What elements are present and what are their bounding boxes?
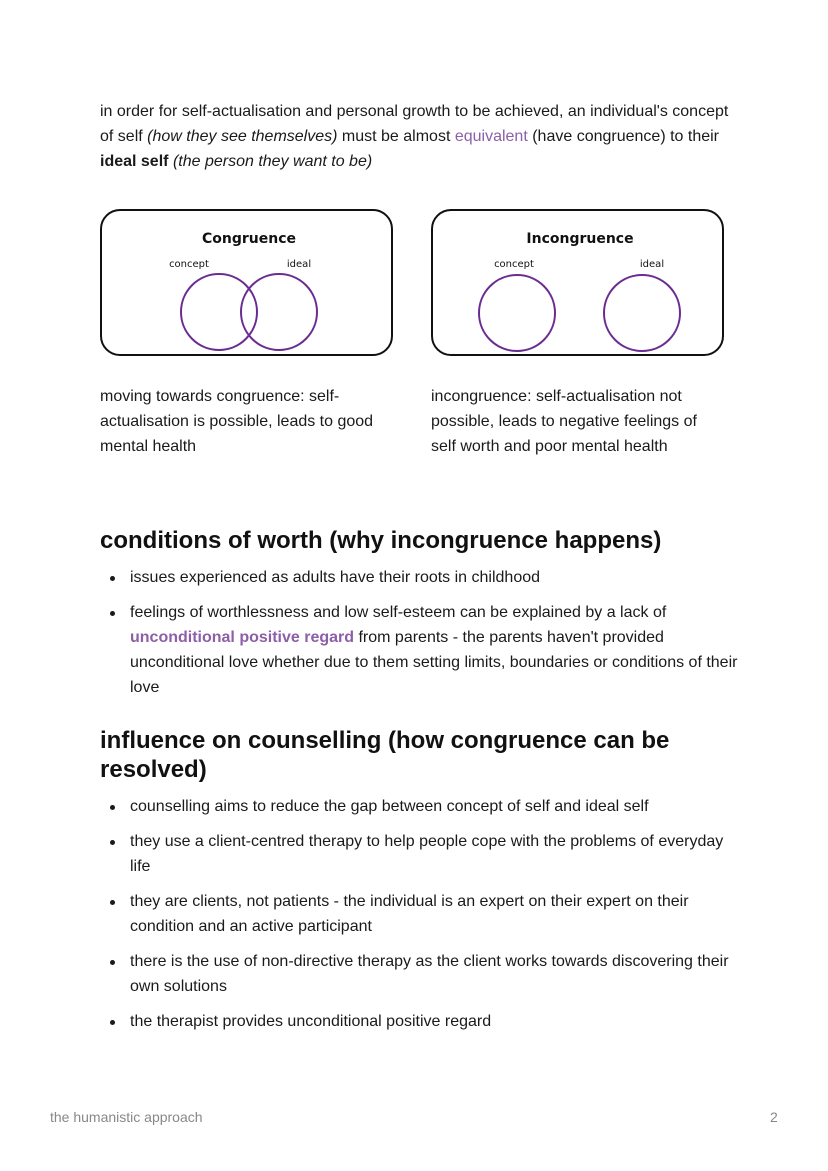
intro-text: must be almost [337, 128, 455, 145]
congruence-diagram-svg [102, 211, 395, 358]
incongruence-caption: incongruence: self-actualisation not possible, leads to negative feelings of self worth and poor mental health [431, 388, 697, 455]
list-item-text: they are clients, not patients - the individual is an expert on their expert on their condition and an active participant [130, 893, 689, 935]
list-item-text: feelings of worthlessness and low self-esteem can be explained by a lack of [130, 604, 667, 621]
congruence-title: Congruence [201, 231, 297, 247]
bullet-dot [110, 576, 115, 581]
congruence-label-concept: concept [169, 259, 209, 270]
list-item-text: issues experienced as adults have their roots in childhood [130, 569, 541, 586]
highlight-unconditional-positive-regard: unconditional positive regard [130, 629, 355, 646]
congruence-diagram [100, 209, 393, 356]
bullet-dot [110, 805, 115, 810]
congruence-concept-circle [181, 274, 257, 350]
congruence-caption: moving towards congruence: self-actualisation is possible, leads to good mental health [100, 388, 374, 455]
intro-text: in order for self-actualisation and personal growth to be achieved, an individual's concept of self [100, 103, 729, 145]
intro-paragraph [100, 99, 740, 174]
intro-italic-ideal: (the person they want to be) [172, 153, 373, 170]
list-item [100, 565, 740, 590]
list-item [100, 829, 740, 879]
congruence-ideal-circle [241, 274, 317, 350]
list-item-text: counselling aims to reduce the gap between concept of self and ideal self [130, 798, 649, 815]
list-item [100, 889, 740, 939]
counselling-list [100, 794, 740, 1044]
footer-title: the humanistic approach [50, 1109, 203, 1125]
list-item-text: from parents - the parents haven't provided unconditional love whether due to them setting limits, boundaries or conditions of their love [130, 629, 738, 696]
bullet-dot [110, 960, 115, 965]
list-item-text: they use a client-centred therapy to help people cope with the problems of everyday life [130, 833, 724, 875]
list-item-text: there is the use of non-directive therapy as the client works towards discovering their own solutions [130, 953, 729, 995]
intro-text: (have congruence) to their [527, 128, 719, 145]
list-item [100, 949, 740, 999]
incongruence-label-ideal: ideal [639, 259, 665, 270]
intro-italic-concept: (how they see themselves) [147, 128, 338, 145]
intro-bold-ideal-self: ideal self [100, 153, 169, 170]
incongruence-diagram [431, 209, 724, 356]
incongruence-label-concept: concept [494, 259, 534, 270]
list-item-text: the therapist provides unconditional positive regard [130, 1013, 492, 1030]
intro-highlight-equivalent: equivalent [454, 128, 528, 145]
incongruence-concept-circle [479, 275, 555, 351]
congruence-label-ideal: ideal [286, 259, 312, 270]
list-item [100, 600, 740, 700]
bullet-dot [110, 611, 115, 616]
list-item [100, 1009, 740, 1034]
section-heading-influence-on-counselling: influence on counselling (how congruence can be resolved) [100, 727, 670, 783]
section-heading-conditions-of-worth: conditions of worth (why incongruence happens) [100, 527, 662, 554]
conditions-of-worth-list [100, 565, 740, 710]
incongruence-title: Incongruence [526, 231, 634, 247]
bullet-dot [110, 1020, 115, 1025]
bullet-dot [110, 840, 115, 845]
list-item [100, 794, 740, 819]
bullet-dot [110, 900, 115, 905]
page-number: 2 [770, 1109, 778, 1125]
incongruence-diagram-svg [433, 211, 726, 358]
incongruence-ideal-circle [604, 275, 680, 351]
